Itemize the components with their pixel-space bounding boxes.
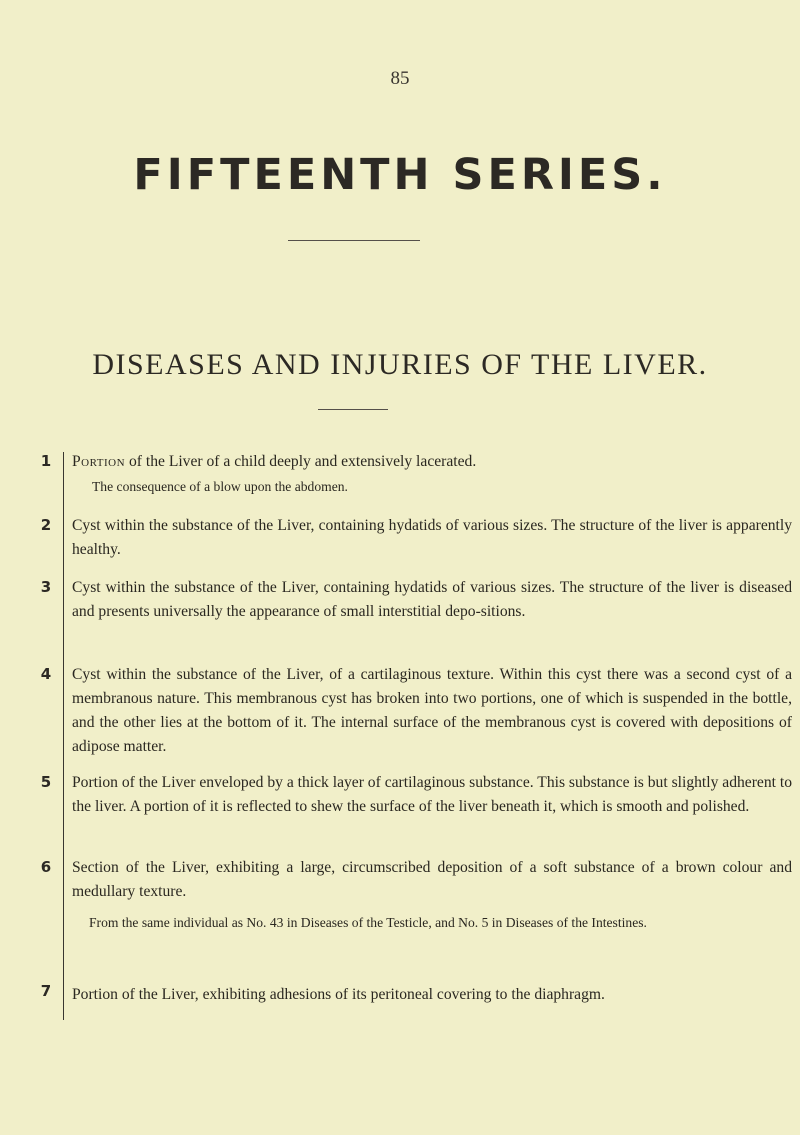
- entry-text: Cyst within the substance of the Liver, of a cartilaginous texture. Within this cyst there was a second cyst of a membranous nature. This membranous cyst has broken into two portions, one of which is suspended in the bottle, and the other lies at the bottom of it. The internal surface of the membranous cyst is covered with depositions of adipose matter.: [72, 666, 792, 755]
- entry-7: [72, 983, 792, 1007]
- entry-text: Section of the Liver, exhibiting a large, circumscribed deposition of a soft substance of a brown colour and medullary texture.: [72, 859, 792, 900]
- entry-text: Portion of the Liver enveloped by a thick layer of cartilaginous substance. This substance is but slightly adherent to the liver. A portion of it is reflected to shew the surface of the liver beneath it, which is smooth and polished.: [72, 774, 792, 815]
- entry-2: [72, 514, 792, 562]
- entry-note: The consequence of a blow upon the abdomen.: [92, 479, 348, 494]
- entry-number: 5: [40, 773, 52, 791]
- entry-3: [72, 576, 792, 624]
- entry-5: [72, 771, 792, 819]
- entry-text: Cyst within the substance of the Liver, containing hydatids of various sizes. The structure of the liver is apparently healthy.: [72, 517, 792, 558]
- entry-text: Portion of the Liver, exhibiting adhesions of its peritoneal covering to the diaphragm.: [72, 986, 605, 1003]
- entry-1: [72, 450, 792, 498]
- entry-number: 2: [40, 516, 52, 534]
- entry-text-body: of the Liver of a child deeply and extensively lacerated.: [125, 453, 477, 470]
- entry-number: 3: [40, 578, 52, 596]
- entry-4: [72, 663, 792, 759]
- series-title: FIFTEENTH SERIES.: [133, 150, 667, 200]
- entry-text: Cyst within the substance of the Liver, containing hydatids of various sizes. The structure of the liver is diseased and presents universally the appearance of small interstitial depo-sitions.: [72, 579, 792, 620]
- section-subtitle: DISEASES AND INJURIES OF THE LIVER.: [92, 348, 708, 381]
- entry-number: 1: [40, 452, 52, 470]
- entry-number: 6: [40, 858, 52, 876]
- entry-note: From the same individual as No. 43 in Diseases of the Testicle, and No. 5 in Diseases of the Intestines.: [89, 915, 647, 930]
- entry-text: [72, 450, 792, 474]
- entry-number: 7: [40, 982, 52, 1000]
- margin-rule: [63, 452, 64, 1020]
- entry-number: 4: [40, 665, 52, 683]
- page-number: 85: [390, 68, 410, 89]
- entry-6: [72, 856, 792, 934]
- entry-lead-word: Portion: [72, 453, 126, 470]
